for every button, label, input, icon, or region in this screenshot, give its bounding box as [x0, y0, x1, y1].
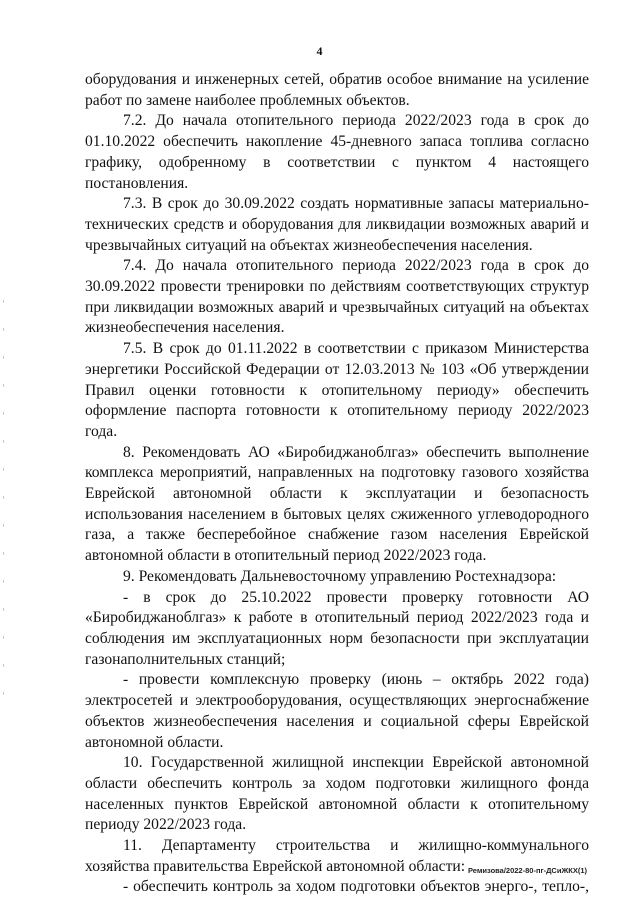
paragraph-8: 8. Рекомендовать АО «Биробиджаноблгаз» обеспечить выполнение комплекса мероприятий, направленных на подготовку газового хозяйства Еврейской автономной области к эксплуатации и безопасность использования населением в бытовых целях сжиженного углеводородного газа, а также бесперебойное снабжение газом населения Еврейской автономной области в отопительный период 2022/2023 года.: [85, 443, 589, 565]
paragraph-9: 9. Рекомендовать Дальневосточному управлению Ростехнадзора:: [123, 567, 557, 585]
paragraph-11: 11. Департаменту строительства и жилищно-коммунального хозяйства правительства Еврейской автономной области:: [85, 837, 589, 875]
paragraph-11-item-1: - обеспечить контроль за ходом подготовки объектов энерго-, тепло-,: [123, 878, 589, 896]
paragraph-9-item-2: - провести комплексную проверку (июнь – октябрь 2022 года) электросетей и электрооборудования, осуществляющих энергоснабжение объектов жизнеобеспечения населения и социальной сферы Еврейской автономной области.: [85, 671, 589, 751]
document-reference-code: Ремизова/2022-80-пг-ДСиЖКХ(1): [467, 866, 587, 875]
paragraph-9-item-1: - в срок до 25.10.2022 провести проверку готовности АО «Биробиджаноблгаз» к работе в отопительный период 2022/2023 года и соблюдения им эксплуатационных норм безопасности при эксплуатации газонаполнительных станций;: [85, 588, 589, 668]
paragraph-7-4: 7.4. До начала отопительного периода 2022/2023 года в срок до 30.09.2022 провести тренировки по действиям соответствующих структур при ликвидации возможных аварий и чрезвычайных ситуаций на объектах жизнеобеспечения населения.: [85, 257, 589, 337]
paragraph-7-3: 7.3. В срок до 30.09.2022 создать нормативные запасы материально-технических средств и оборудования для ликвидации возможных аварий и чрезвычайных ситуаций на объектах жизнеобеспечения населения.: [85, 195, 589, 254]
paragraph-continuation: оборудования и инженерных сетей, обратив особое внимание на усиление работ по замене наиболее проблемных объектов.: [85, 71, 589, 109]
document-body: [85, 70, 589, 898]
paragraph-7-2: 7.2. До начала отопительного периода 2022/2023 года в срок до 01.10.2022 обеспечить накопление 45-дневного запаса топлива согласно графику, одобренному в соответствии с пунктом 4 настоящего постановления.: [85, 112, 589, 192]
scan-edge-marks: [3, 300, 4, 720]
paragraph-7-5: 7.5. В срок до 01.11.2022 в соответствии с приказом Министерства энергетики Российской Федерации от 12.03.2013 № 103 «Об утверждении Правил оценки готовности к отопительному периоду» обеспечить оформление паспорта готовности к отопительному периоду 2022/2023 года.: [85, 340, 589, 440]
page-number: 4: [316, 44, 323, 58]
paragraph-10: 10. Государственной жилищной инспекции Еврейской автономной области обеспечить контроль за ходом подготовки жилищного фонда населенных пунктов Еврейской автономной области к отопительному периоду 2022/2023 года.: [85, 754, 589, 834]
